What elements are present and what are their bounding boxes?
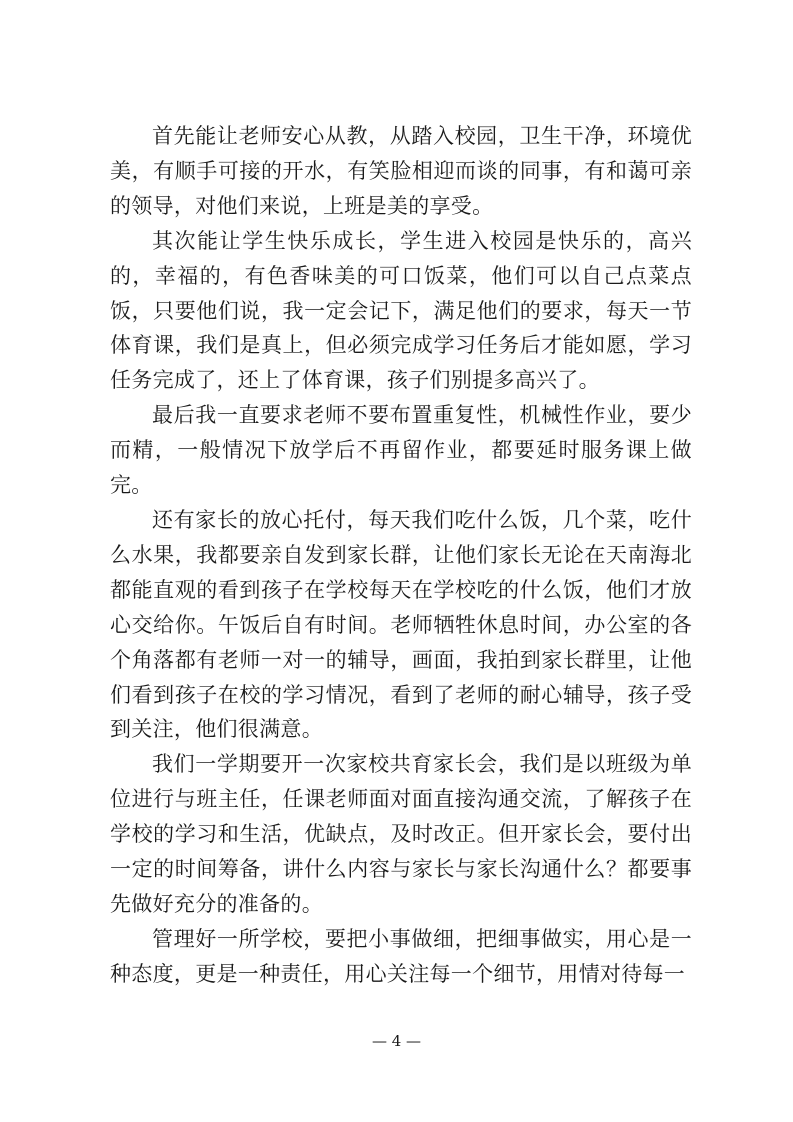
paragraph-3: 最后我一直要求老师不要布置重复性，机械性作业，要少而精，一般情况下放学后不再留作业，都要延时服务课上做完。 <box>110 403 692 498</box>
paragraph-1: 首先能让老师安心从教，从踏入校园，卫生干净，环境优美，有顺手可接的开水，有笑脸相迎而谈的同事，有和蔼可亲的领导，对他们来说，上班是美的享受。 <box>110 124 692 218</box>
paragraph-4: 还有家长的放心托付，每天我们吃什么饭，几个菜，吃什么水果，我都要亲自发到家长群，让他们家长无论在天南海北都能直观的看到孩子在学校每天在学校吃的什么饭，他们才放心交给你。午饭后自有时间。老师牺牲休息时间，办公室的各个角落都有老师一对一的辅导，画面，我拍到家长群里，让他们看到孩子在校的学习情况，看到了老师的耐心辅导，孩子受到关注，他们很满意。 <box>110 507 692 742</box>
paragraph-5: 我们一学期要开一次家校共育家长会，我们是以班级为单位进行与班主任，任课老师面对面直接沟通交流，了解孩子在学校的学习和生活，优缺点，及时改正。但开家长会，要付出一定的时间筹备，讲什么内容与家长与家长沟通什么？都要事先做好充分的准备的。 <box>110 752 692 916</box>
paragraph-6: 管理好一所学校，要把小事做细，把细事做实，用心是一种态度，更是一种责任，用心关注每一个细节，用情对待每一 <box>110 926 692 986</box>
document-body <box>110 119 692 992</box>
paragraph-2: 其次能让学生快乐成长，学生进入校园是快乐的，高兴的，幸福的，有色香味美的可口饭菜，他们可以自己点菜点饭，只要他们说，我一定会记下，满足他们的要求，每天一节体育课，我们是真上，但必须完成学习任务后才能如愿，学习任务完成了，还上了体育课，孩子们别提多高兴了。 <box>110 228 692 393</box>
page-number: — 4 — <box>371 1032 422 1050</box>
